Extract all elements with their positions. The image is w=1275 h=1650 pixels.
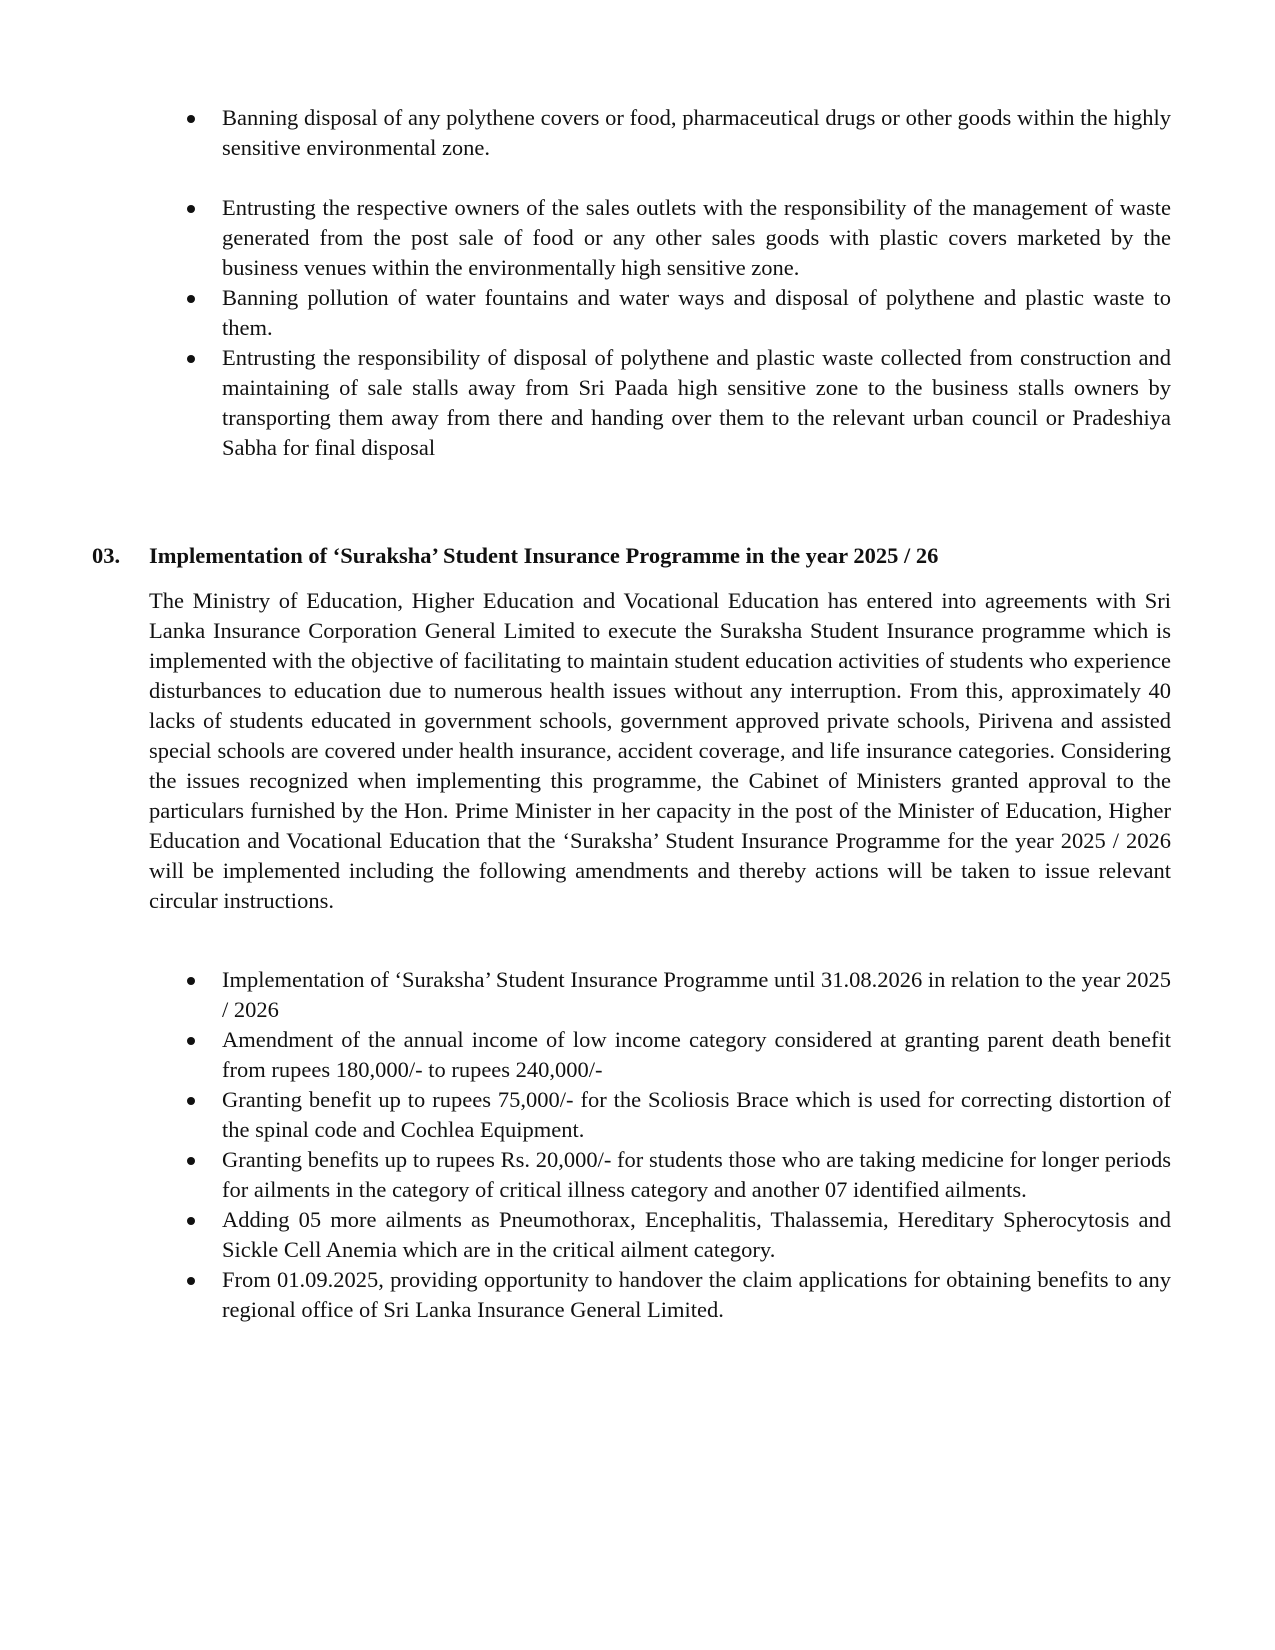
section-number: 03. xyxy=(92,543,121,568)
list-item xyxy=(0,193,1275,283)
bullet-icon xyxy=(187,1157,195,1165)
bullet-text: Banning disposal of any polythene covers or food, pharmaceutical drugs or other goods within the highly sensitive environmental zone. xyxy=(222,105,1171,160)
bullet-text: Entrusting the responsibility of disposal of polythene and plastic waste collected from construction and maintaining of sale stalls away from Sri Paada high sensitive zone to the business stalls owners by transporting them away from there and handing over them to the relevant urban council or Pradeshiya Sabha for final disposal xyxy=(222,345,1171,460)
list-item xyxy=(0,1205,1275,1265)
list-item xyxy=(0,343,1275,463)
bullet-text: Granting benefits up to rupees Rs. 20,000/- for students those who are taking medicine for longer periods for ailments in the category of critical illness category and another 07 identified ailments. xyxy=(222,1147,1171,1202)
bullet-icon xyxy=(187,205,195,213)
top-bullet-list xyxy=(0,103,1275,463)
list-item xyxy=(0,1265,1275,1325)
list-item xyxy=(0,103,1275,163)
section-title: Implementation of ‘Suraksha’ Student Insurance Programme in the year 2025 / 26 xyxy=(149,543,939,568)
bullet-text: Amendment of the annual income of low income category considered at granting parent death benefit from rupees 180,000/- to rupees 240,000/- xyxy=(222,1027,1171,1082)
bullet-icon xyxy=(187,1097,195,1105)
list-item xyxy=(0,1145,1275,1205)
bullet-text: Granting benefit up to rupees 75,000/- for the Scoliosis Brace which is used for correcting distortion of the spinal code and Cochlea Equipment. xyxy=(222,1087,1171,1142)
bullet-text: Adding 05 more ailments as Pneumothorax, Encephalitis, Thalassemia, Hereditary Spherocytosis and Sickle Cell Anemia which are in the critical ailment category. xyxy=(222,1207,1171,1262)
list-item xyxy=(0,965,1275,1025)
section-bullet-list xyxy=(0,965,1275,1325)
bullet-icon xyxy=(187,1037,195,1045)
bullet-text: Entrusting the respective owners of the sales outlets with the responsibility of the management of waste generated from the post sale of food or any other sales goods with plastic covers marketed by the business venues within the environmentally high sensitive zone. xyxy=(222,195,1171,280)
list-item xyxy=(0,1025,1275,1085)
bullet-text: Banning pollution of water fountains and water ways and disposal of polythene and plastic waste to them. xyxy=(222,285,1171,340)
bullet-text: From 01.09.2025, providing opportunity to handover the claim applications for obtaining benefits to any regional office of Sri Lanka Insurance General Limited. xyxy=(222,1267,1171,1322)
bullet-icon xyxy=(187,115,195,123)
list-item xyxy=(0,1085,1275,1145)
bullet-icon xyxy=(187,1277,195,1285)
section-heading xyxy=(0,541,1275,571)
bullet-icon xyxy=(187,355,195,363)
bullet-icon xyxy=(187,1217,195,1225)
bullet-text: Implementation of ‘Suraksha’ Student Insurance Programme until 31.08.2026 in relation to the year 2025 / 2026 xyxy=(222,967,1171,1022)
bullet-icon xyxy=(187,977,195,985)
list-item xyxy=(0,283,1275,343)
section-paragraph: The Ministry of Education, Higher Education and Vocational Education has entered into agreements with Sri Lanka Insurance Corporation General Limited to execute the Suraksha Student Insurance programme which is implemented with the objective of facilitating to maintain student education activities of students who experience disturbances to education due to numerous health issues without any interruption. From this, approximately 40 lacks of students educated in government schools, government approved private schools, Pirivena and assisted special schools are covered under health insurance, accident coverage, and life insurance categories. Considering the issues recognized when implementing this programme, the Cabinet of Ministers granted approval to the particulars furnished by the Hon. Prime Minister in her capacity in the post of the Minister of Education, Higher Education and Vocational Education that the ‘Suraksha’ Student Insurance Programme for the year 2025 / 2026 will be implemented including the following amendments and thereby actions will be taken to issue relevant circular instructions. xyxy=(149,588,1171,913)
bullet-icon xyxy=(187,295,195,303)
